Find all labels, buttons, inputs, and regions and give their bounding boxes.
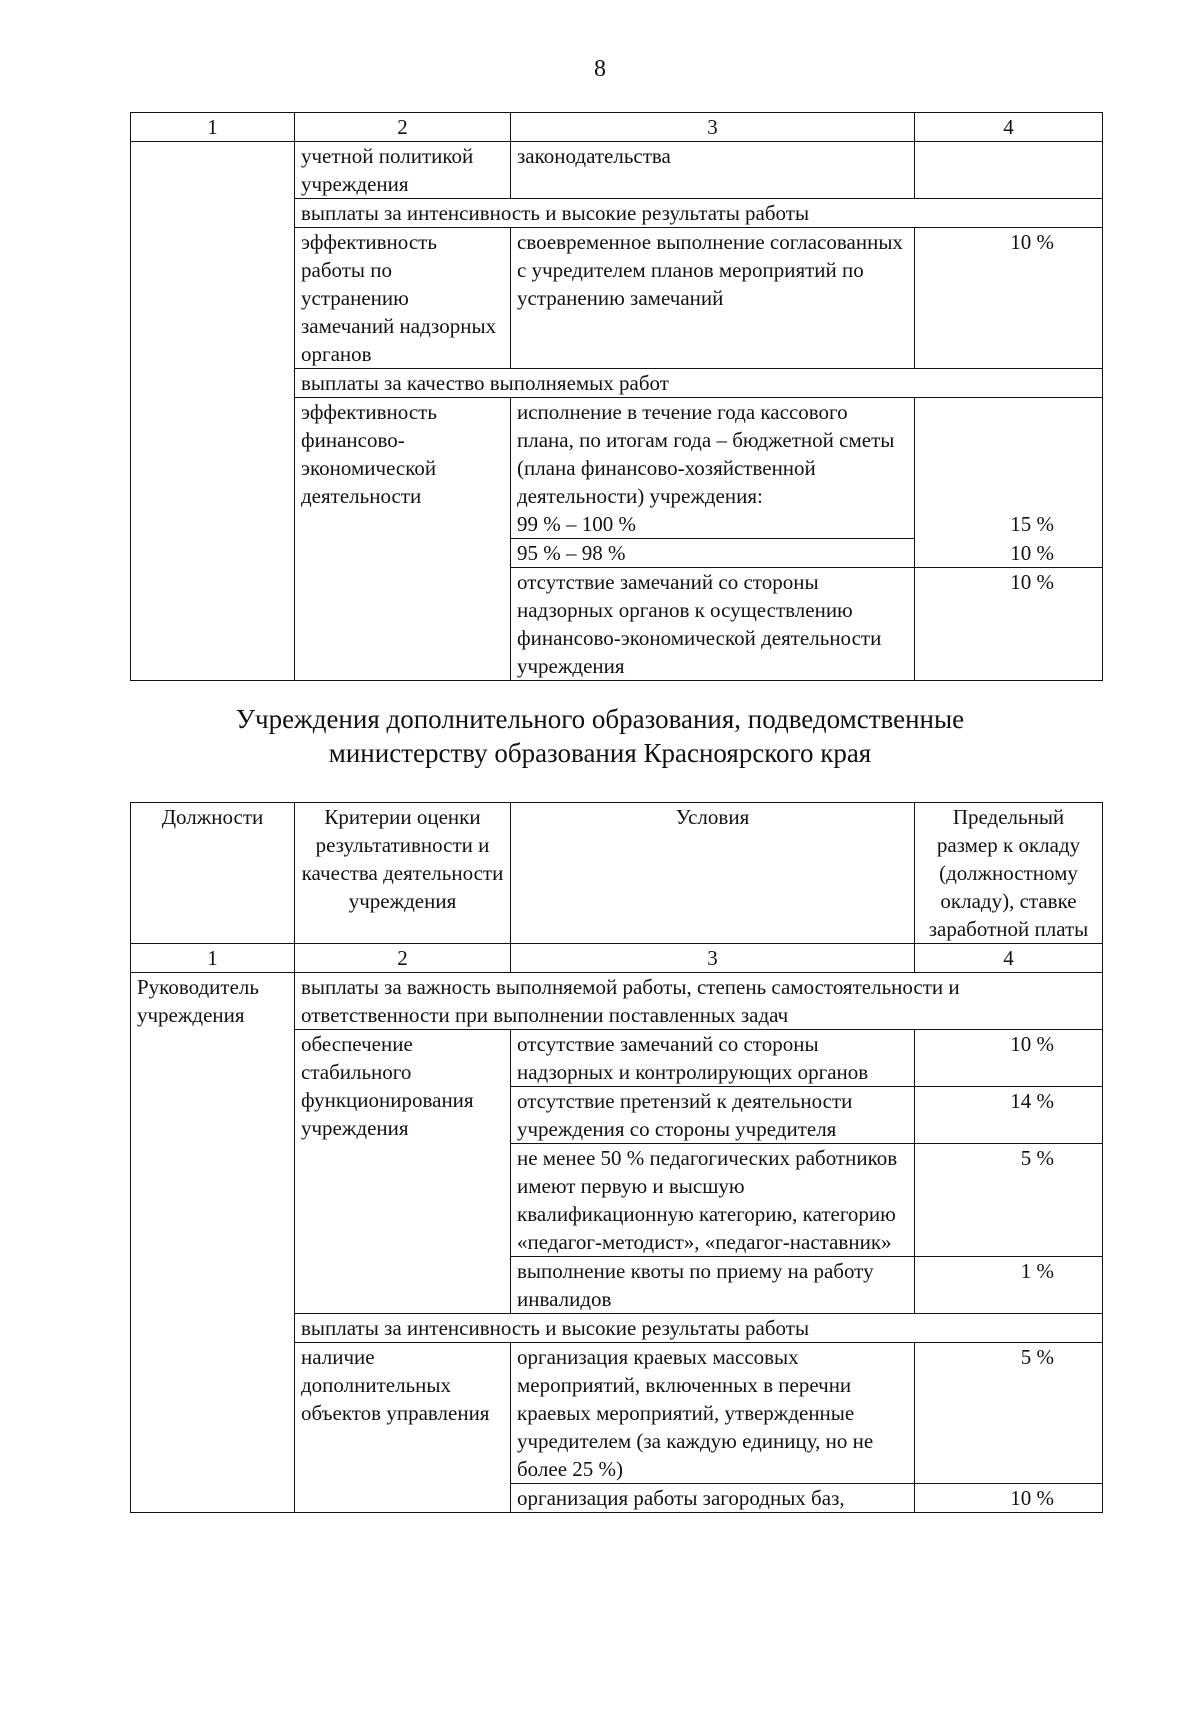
col-number: 2 <box>295 113 511 142</box>
position-cell <box>131 142 295 681</box>
section-row <box>131 973 1103 1030</box>
header-row <box>131 803 1103 944</box>
header-criteria: Критерии оценки результативности и качества деятельности учреждения <box>295 803 511 944</box>
col-number: 4 <box>915 944 1103 973</box>
section-title: выплаты за важность выполняемой работы, степень самостоятельности и ответственности при выполнении поставленных задач <box>295 973 1103 1030</box>
table-row <box>131 142 1103 199</box>
condition-cell: выполнение квоты по приему на работу инвалидов <box>511 1257 915 1314</box>
column-number-row <box>131 113 1103 142</box>
page-number: 8 <box>594 56 606 82</box>
percent-cell: 5 % <box>915 1343 1103 1484</box>
percent-cell <box>915 142 1103 199</box>
condition-cell: 95 % – 98 % <box>511 539 915 568</box>
col-number: 1 <box>131 944 295 973</box>
col-number: 4 <box>915 113 1103 142</box>
col-number: 2 <box>295 944 511 973</box>
section-title: выплаты за качество выполняемых работ <box>295 369 1103 398</box>
criterion-cell: эффективность финансово-экономической деятельности <box>295 398 511 681</box>
percent-cell: 10 % <box>915 568 1103 681</box>
condition-cell: своевременное выполнение согласованных с учредителем планов мероприятий по устранению замечаний <box>511 228 915 369</box>
percent-cell: 10 % <box>915 539 1103 568</box>
percent-cell <box>915 398 1103 511</box>
header-positions: Должности <box>131 803 295 944</box>
column-number-row <box>131 944 1103 973</box>
col-number: 3 <box>511 113 915 142</box>
percent-cell: 5 % <box>915 1144 1103 1257</box>
condition-cell: законодательства <box>511 142 915 199</box>
header-max-size: Предельный размер к окладу (должностному окладу), ставке заработной платы <box>915 803 1103 944</box>
condition-cell: исполнение в течение года кассового плана, по итогам года – бюджетной сметы (плана финансово-хозяйственной деятельности) учреждения: <box>511 398 915 511</box>
criterion-cell: эффективность работы по устранению замечаний надзорных органов <box>295 228 511 369</box>
criteria-table-continued <box>130 112 1103 681</box>
percent-cell: 14 % <box>915 1087 1103 1144</box>
condition-cell: отсутствие замечаний со стороны надзорных и контролирующих органов <box>511 1030 915 1087</box>
criterion-cell: учетной политикой учреждения <box>295 142 511 199</box>
position-cell: Руководитель учреждения <box>131 973 295 1513</box>
criteria-table <box>130 802 1103 1513</box>
condition-cell: 99 % – 100 % <box>511 510 915 539</box>
percent-cell: 15 % <box>915 510 1103 539</box>
condition-cell: организация краевых массовых мероприятий, включенных в перечни краевых мероприятий, утвержденные учредителем (за каждую единицу, но не более 25 %) <box>511 1343 915 1484</box>
col-number: 1 <box>131 113 295 142</box>
percent-cell: 1 % <box>915 1257 1103 1314</box>
section-title: выплаты за интенсивность и высокие результаты работы <box>295 1314 1103 1343</box>
condition-cell: отсутствие претензий к деятельности учреждения со стороны учредителя <box>511 1087 915 1144</box>
header-conditions: Условия <box>511 803 915 944</box>
section-heading <box>0 702 1200 770</box>
section-heading-line: Учреждения дополнительного образования, подведомственные <box>235 704 965 734</box>
percent-cell: 10 % <box>915 228 1103 369</box>
percent-cell: 10 % <box>915 1484 1103 1513</box>
criterion-cell: обеспечение стабильного функционирования учреждения <box>295 1030 511 1314</box>
condition-cell: не менее 50 % педагогических работников имеют первую и высшую квалификационную категорию, категорию «педагог-методист», «педагог-наставник» <box>511 1144 915 1257</box>
condition-cell: организация работы загородных баз, <box>511 1484 915 1513</box>
criterion-cell: наличие дополнительных объектов управления <box>295 1343 511 1513</box>
section-title: выплаты за интенсивность и высокие результаты работы <box>295 199 1103 228</box>
col-number: 3 <box>511 944 915 973</box>
condition-cell: отсутствие замечаний со стороны надзорных органов к осуществлению финансово-экономической деятельности учреждения <box>511 568 915 681</box>
percent-cell: 10 % <box>915 1030 1103 1087</box>
section-heading-line: министерству образования Красноярского края <box>328 738 872 768</box>
